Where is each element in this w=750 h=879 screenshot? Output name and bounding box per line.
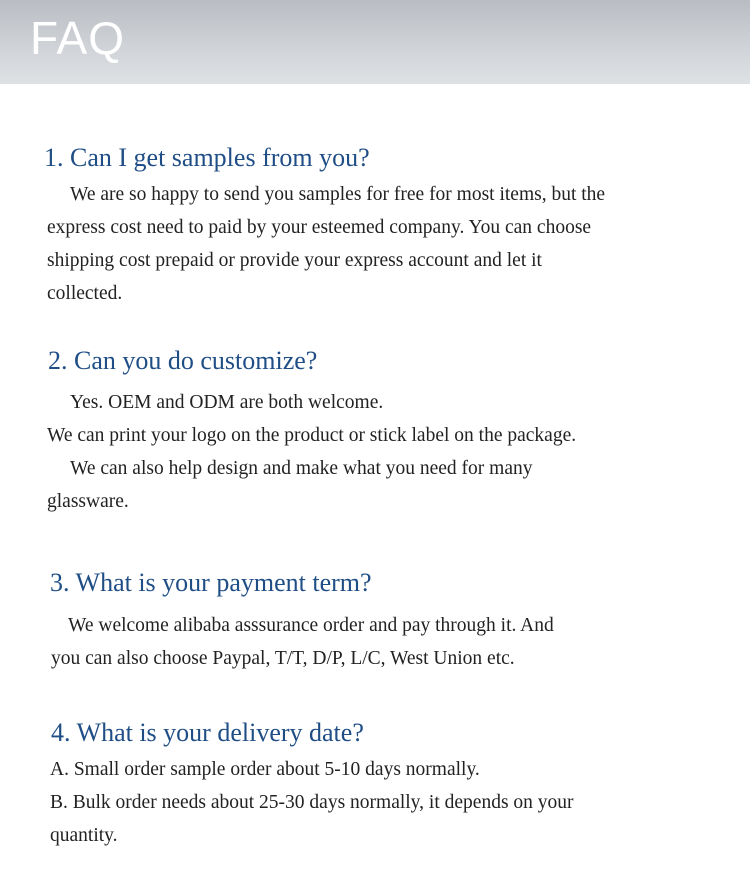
faq-header-banner [0, 0, 750, 84]
faq-answer-2-line-1: Yes. OEM and ODM are both welcome. [70, 392, 384, 413]
faq-answer-1-line-4: collected. [47, 283, 123, 304]
faq-question-1: 1. Can I get samples from you? [44, 143, 370, 172]
faq-answer-4-line-1: A. Small order sample order about 5-10 days normally. [50, 759, 480, 780]
page-title: FAQ [30, 12, 126, 64]
faq-answer-2-line-2: We can print your logo on the product or stick label on the package. [47, 425, 577, 446]
faq-answer-4-line-3: quantity. [50, 825, 118, 846]
faq-answer-4-line-2: B. Bulk order needs about 25-30 days normally, it depends on your [50, 792, 574, 813]
faq-question-2: 2. Can you do customize? [48, 346, 318, 375]
faq-answer-2-line-4: glassware. [47, 491, 129, 512]
faq-answer-1-line-1: We are so happy to send you samples for free for most items, but the [70, 184, 606, 205]
faq-answer-1-line-2: express cost need to paid by your esteemed company. You can choose [47, 217, 592, 238]
faq-answer-3-line-2: you can also choose Paypal, T/T, D/P, L/C, West Union etc. [51, 648, 515, 669]
faq-question-3: 3. What is your payment term? [50, 568, 372, 597]
faq-answer-2-line-3: We can also help design and make what you need for many [70, 458, 533, 479]
faq-answer-1-line-3: shipping cost prepaid or provide your express account and let it [47, 250, 542, 271]
faq-question-4: 4. What is your delivery date? [51, 718, 364, 747]
faq-answer-3-line-1: We welcome alibaba asssurance order and pay through it. And [68, 615, 554, 636]
